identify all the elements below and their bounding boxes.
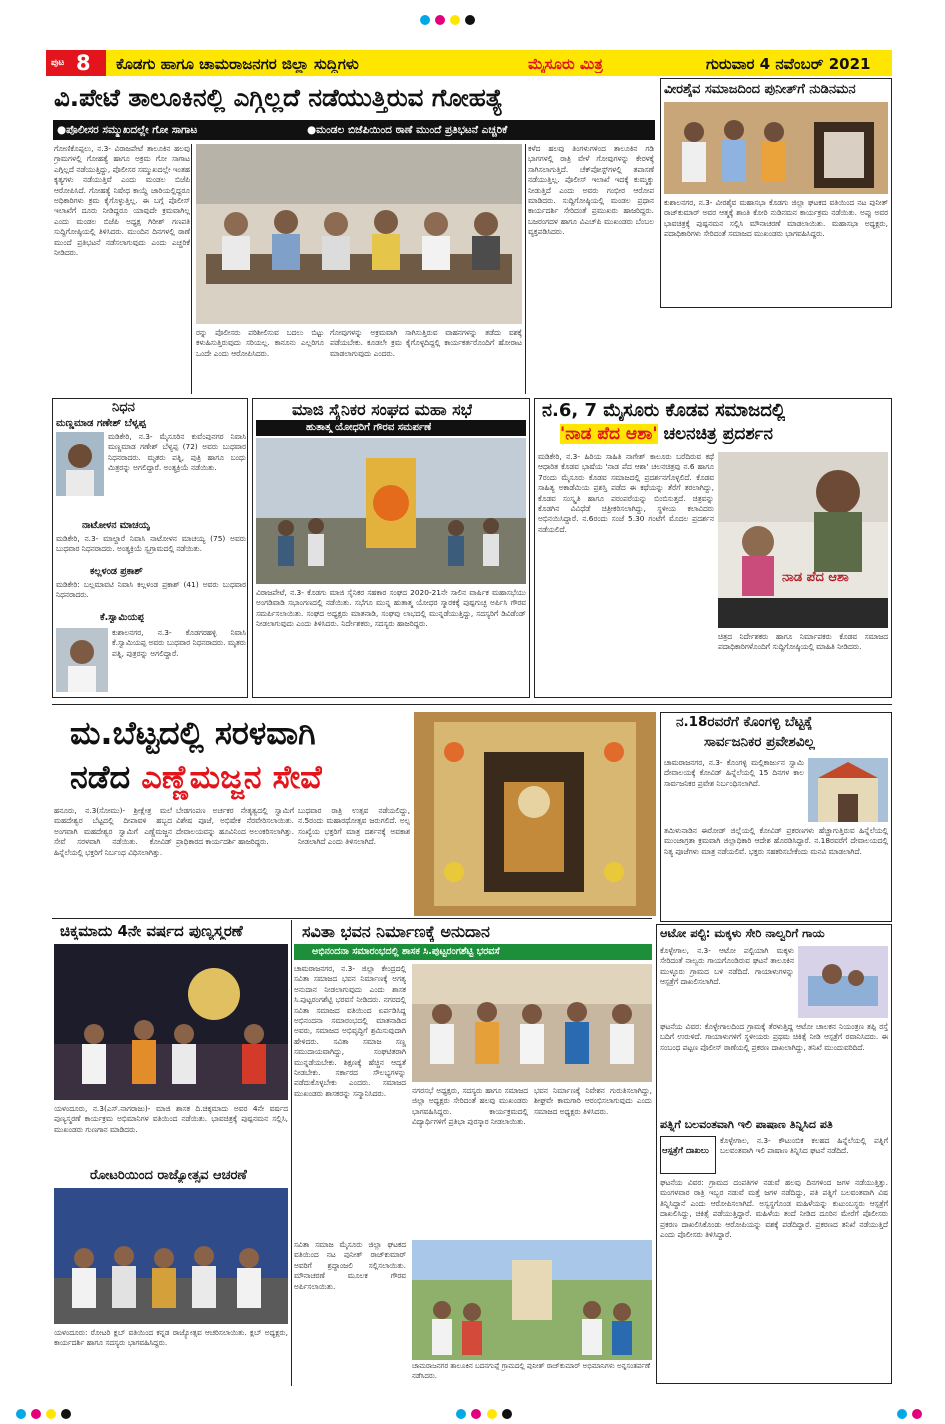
chikkamadu-headline: ಚಿಕ್ಕಮಾದು 4ನೇ ವರ್ಷದ ಪುಣ್ಯಸ್ಮರಣೆ: [60, 922, 243, 940]
oilbath-text-1: ಹನೂರು, ನ.3(ಸೋಮು)- ಶ್ರೀಕ್ಷೇತ್ರ ಮಲೆ ಮಹದೇಶ್ವರ ಬೆಟ್ಟದಲ್ಲಿ ದೀಪಾವಳಿ ಹಬ್ಬದ ಅಂಗವಾಗಿ ಮಹದೇಶ್ವರ ಸ್ವಾಮಿಗೆ ಎಣ್ಣೆಮಜ್ಜನ ಸೇವೆ ಸರಳವಾಗಿ ನಡೆಯಿತು. ಕೋವಿಡ್ ಹಿನ್ನೆಲೆಯಲ್ಲಿ ಭಕ್ತರಿಗೆ ನಿರ್ಬಂಧ ವಿಧಿಸಲಾಗಿತ್ತು.: [54, 806, 172, 857]
movie-poster: [718, 452, 888, 628]
kongalli-headline-2: ಸಾರ್ವಜನಿಕರ ಪ್ರವೇಶವಿಲ್ಲ: [704, 734, 815, 750]
felicitation-photo: [412, 964, 652, 1082]
lead-subhead-left: ●ಪೊಲೀಸರ ಸಮ್ಮುಖದಲ್ಲೇ ಗೋ ಸಾಗಾಟ: [57, 124, 198, 136]
wife-text-2: ಘಟನೆಯ ವಿವರ: ಗ್ರಾಮದ ದಂಪತಿಗಳ ನಡುವೆ ಹಲವು ದಿನಗಳಿಂದ ಜಗಳ ನಡೆಯುತ್ತಿತ್ತು. ಮಂಗಳವಾರ ರಾತ್ರಿ ಇಬ್ಬರ ನಡುವೆ ಮತ್ತೆ ಜಗಳ ನಡೆದಿದ್ದು, ಪತಿ ಪತ್ನಿಗೆ ಬಲವಂತವಾಗಿ ವಿಷ ತಿನ್ನಿಸಿದ್ದಾನೆ ಎಂದು ಆರೋಪಿಸಲಾಗಿದೆ. ಅಸ್ವಸ್ಥಗೊಂಡ ಮಹಿಳೆಯನ್ನು ಕುಟುಂಬಸ್ಥರು ಆಸ್ಪತ್ರೆಗೆ ದಾಖಲಿಸಿದ್ದು, ಚಿಕಿತ್ಸೆ ಪಡೆಯುತ್ತಿದ್ದಾರೆ. ಮಹಿಳೆಯ ತಂದೆ ನೀಡಿದ ದೂರಿನ ಮೇರೆಗೆ ಪೊಲೀಸರು ಪ್ರಕರಣ ದಾಖಲಿಸಿಕೊಂಡು ಆರೋಪಿಯನ್ನು ವಶಕ್ಕೆ ಪಡೆದಿದ್ದಾರೆ. ಪ್ರಕರಣದ ತನಿಖೆ ನಡೆಯುತ್ತಿದೆ ಎಂದು ಪೊಲೀಸರು ತಿಳಿಸಿದ್ದಾರೆ.: [660, 1178, 888, 1240]
page-number-box: [46, 50, 106, 76]
oilbath-headline-2: [70, 754, 322, 800]
auto-photo: [798, 946, 888, 1018]
lead-text-col2: ರನ್ನು ಪೊಲೀಸರು ಪರಿಶೀಲಿಸುವ ಬದಲು ಬಿಟ್ಟು ಕಳುಹಿಸುತ್ತಿರುವುದು ಸರಿಯಲ್ಲ. ಕಾನೂನು ಎಲ್ಲರಿಗೂ ಒಂದೇ ಎಂದು ಆರೋಪಿಸಿದರು.: [196, 328, 324, 358]
temple-idol-photo: [414, 712, 656, 916]
film-title-highlight: 'ನಾಡ ಪೆದ ಆಶಾ': [560, 424, 658, 444]
lead-photo: [196, 144, 522, 324]
chikkamadu-text: ಯಳಂದೂರು, ನ.3(ಎಸ್.ನಾಗರಾಜು)- ಮಾಜಿ ಶಾಸಕ ದಿ.ಚಿಕ್ಕಮಾದು ಅವರ 4ನೇ ವರ್ಷದ ಪುಣ್ಯಸ್ಮರಣೆ ಕಾರ್ಯಕ್ರಮ ಅಭಿಮಾನಿಗಳ ವತಿಯಿಂದ ನಡೆಯಿತು. ಭಾವಚಿತ್ರಕ್ಕೆ ಪುಷ್ಪನಮನ ಸಲ್ಲಿಸಿ, ಮುಖಂಡರು ಗುಣಗಾನ ಮಾಡಿದರು.: [54, 1104, 288, 1134]
wife-headline: ಪತ್ನಿಗೆ ಬಲವಂತವಾಗಿ ಇಲಿ ಪಾಷಾಣ ತಿನ್ನಿಸಿದ ಪತಿ: [660, 1118, 833, 1131]
oilbath-headline-plain: ನಡೆದ: [70, 758, 131, 796]
obituary-name-3: ಕಲ್ಲಳಂಡ ಪ್ರಕಾಶ್: [90, 566, 143, 577]
rotary-headline: ರೋಟರಿಯಿಂದ ರಾಜ್ಯೋತ್ಸವ ಆಚರಣೆ: [90, 1168, 247, 1183]
section-title: ಕೊಡಗು ಹಾಗೂ ಚಾಮರಾಜನಗರ ಜಿಲ್ಲಾ ಸುದ್ದಿಗಳು: [116, 55, 359, 73]
obituary-text-4: ಕುಶಾಲನಗರ, ನ.3- ಕೊಡಗರಹಳ್ಳಿ ನಿವಾಸಿ ಕೆ.ಸ್ವಾಮಿಯಪ್ಪ ಅವರು ಬುಧವಾರ ನಿಧನರಾದರು. ಮೃತರು ಪತ್ನಿ, ಪುತ್ರರನ್ನು ಅಗಲಿದ್ದಾರೆ.: [112, 628, 246, 658]
savitha-text-1: ಚಾಮರಾಜನಗರ, ನ.3- ಜಿಲ್ಲಾ ಕೇಂದ್ರದಲ್ಲಿ ಸವಿತಾ ಸಮಾಜದ ಭವನ ನಿರ್ಮಾಣಕ್ಕೆ ಅಗತ್ಯ ಅನುದಾನ ನೀಡಲಾಗುವುದು ಎಂದು ಶಾಸಕ ಸಿ.ಪುಟ್ಟರಂಗಶೆಟ್ಟಿ ಭರವಸೆ ನೀಡಿದರು. ನಗರದಲ್ಲಿ ಸವಿತಾ ಸಮಾಜದ ವತಿಯಿಂದ ಏರ್ಪಡಿಸಿದ್ದ ಅಭಿನಂದನಾ ಸಮಾರಂಭದಲ್ಲಿ ಮಾತನಾಡಿದ ಅವರು, ಸಮಾಜದ ಅಭಿವೃದ್ಧಿಗೆ ಶ್ರಮಿಸುವುದಾಗಿ ಹೇಳಿದರು. ಸವಿತಾ ಸಮಾಜ ಸಣ್ಣ ಸಮುದಾಯವಾಗಿದ್ದು, ಸಂಘಟಿತರಾಗಿ ಮುನ್ನಡೆಯಬೇಕು. ಶಿಕ್ಷಣಕ್ಕೆ ಹೆಚ್ಚಿನ ಆದ್ಯತೆ ನೀಡಬೇಕು. ಸರ್ಕಾರದ ಸೌಲಭ್ಯಗಳನ್ನು ಪಡೆದುಕೊಳ್ಳಬೇಕು ಎಂದರು. ಸಮಾಜದ ಮುಖಂಡರು ಶಾಸಕರನ್ನು ಸನ್ಮಾನಿಸಿದರು.: [294, 964, 406, 1098]
savitha-text-3: ಭವನ ನಿರ್ಮಾಣಕ್ಕೆ ನಿವೇಶನ ಗುರುತಿಸಲಾಗಿದ್ದು, ಶೀಘ್ರವೇ ಕಾಮಗಾರಿ ಆರಂಭಿಸಲಾಗುವುದು ಎಂದು ಸಮಾಜದ ಅಧ್ಯಕ್ಷರು ತಿಳಿಸಿದರು.: [534, 1086, 652, 1116]
exservice-photo: [256, 438, 526, 584]
obituary-heading: ನಿಧನ: [112, 400, 135, 415]
film-headline-rest: ಚಲನಚಿತ್ರ ಪ್ರದರ್ಶನ: [663, 424, 773, 444]
lead-subhead-right: ●ಮಂಡಲ ಬಿಜೆಪಿಯಿಂದ ಠಾಣೆ ಮುಂದೆ ಪ್ರತಿಭಟನೆ ಎಚ್ಚರಿಕೆ: [307, 124, 508, 136]
chikkamadu-photo: [54, 944, 288, 1100]
rotary-event-photo: [54, 1188, 288, 1324]
kongalli-headline-1: ನ.18ರವರೆಗೆ ಕೊಂಗಳ್ಳಿ ಬೆಟ್ಟಕ್ಕೆ: [676, 714, 813, 730]
oilbath-headline-1: ಮ.ಬೆಟ್ಟದಲ್ಲಿ ಸರಳವಾಗಿ: [70, 714, 316, 752]
film-text-right: ಚಿತ್ರದ ನಿರ್ದೇಶಕರು ಹಾಗೂ ನಿರ್ಮಾಪಕರು ಕೊಡವ ಸಮಾಜದ ಪದಾಧಿಕಾರಿಗಳೊಂದಿಗೆ ಸುದ್ದಿಗೋಷ್ಠಿಯಲ್ಲಿ ಮಾಹಿತಿ ನೀಡಿದರು.: [718, 632, 888, 652]
lead-headline: ವಿ.ಪೇಟೆ ತಾಲೂಕಿನಲ್ಲಿ ಎಗ್ಗಿಲ್ಲದೆ ನಡೆಯುತ್ತಿರುವ ಗೋಹತ್ಯೆ: [54, 83, 504, 112]
obituary-photo-2: [56, 628, 108, 692]
obituary-text-2: ಮಡಿಕೇರಿ, ನ.3- ಮಾಲ್ದಾರೆ ನಿವಾಸಿ ನಾಟೋಳನ ಮಾಚಯ್ಯ (75) ಅವರು ಬುಧವಾರ ನಿಧನರಾದರು. ಅಂತ್ಯಕ್ರಿಯೆ ಸ್ವಗ್ರಾಮದಲ್ಲಿ ನಡೆಯಿತು.: [56, 534, 246, 554]
wife-text-1: ಕೊಳ್ಳೇಗಾಲ, ನ.3- ಕೌಟುಂಬಿಕ ಕಲಹದ ಹಿನ್ನೆಲೆಯಲ್ಲಿ ಪತ್ನಿಗೆ ಬಲವಂತವಾಗಿ ಇಲಿ ಪಾಷಾಣ ತಿನ್ನಿಸಿದ ಘಟನೆ ನಡೆದಿದೆ.: [720, 1136, 888, 1156]
film-text-left: ಮಡಿಕೇರಿ, ನ.3- ಹಿರಿಯ ಸಾಹಿತಿ ನಾಗೇಶ್ ಕಾಲೂರು ಬರೆದಿರುವ ಕಥೆ ಆಧಾರಿತ ಕೊಡವ ಭಾಷೆಯ 'ನಾಡ ಪೆದ ಆಶಾ' ಚಲನಚಿತ್ರವು ನ.6 ಹಾಗೂ 7ರಂದು ಮೈಸೂರು ಕೊಡವ ಸಮಾಜದಲ್ಲಿ ಪ್ರದರ್ಶನಗೊಳ್ಳಲಿದೆ. ಕೊಡವ ಸಾಹಿತ್ಯ ಅಕಾಡೆಮಿಯ ಪ್ರಶಸ್ತಿ ಪಡೆದ ಈ ಕಥೆಯನ್ನು ತೆರೆಗೆ ತರಲಾಗಿದ್ದು, ಕೊಡವ ಸಂಸ್ಕೃತಿ ಹಾಗೂ ಪರಂಪರೆಯನ್ನು ಬಿಂಬಿಸುತ್ತದೆ. ಚಿತ್ರವನ್ನು ಕೊಡಗಿನ ವಿವಿಧೆಡೆ ಚಿತ್ರೀಕರಿಸಲಾಗಿದ್ದು, ಸ್ಥಳೀಯ ಕಲಾವಿದರು ಅಭಿನಯಿಸಿದ್ದಾರೆ. ನ.6ರಂದು ಸಂಜೆ 5.30 ಗಂಟೆಗೆ ಮೊದಲ ಪ್ರದರ್ಶನ ನಡೆಯಲಿದೆ.: [538, 452, 714, 534]
savitha-text-4: ಸವಿತಾ ಸಮಾಜ ಮೈಸೂರು ಜಿಲ್ಲಾ ಘಟಕದ ವತಿಯಿಂದ ನಟ ಪುನೀತ್ ರಾಜ್‌ಕುಮಾರ್ ಅವರಿಗೆ ಶ್ರದ್ಧಾಂಜಲಿ ಸಲ್ಲಿಸಲಾಯಿತು. ಮೌನಾಚರಣೆ ಮೂಲಕ ಗೌರವ ಅರ್ಪಿಸಲಾಯಿತು.: [294, 1240, 406, 1291]
veerashaiva-photo: [664, 102, 888, 194]
exservice-subhead: ಹುತಾತ್ಮ ಯೋಧರಿಗೆ ಗೌರವ ಸಮರ್ಪಣೆ: [306, 422, 432, 433]
kongalli-text-2: ತಮಿಳುನಾಡಿನ ಈರೋಡ್ ಜಿಲ್ಲೆಯಲ್ಲಿ ಕೋವಿಡ್ ಪ್ರಕರಣಗಳು ಹೆಚ್ಚಾಗುತ್ತಿರುವ ಹಿನ್ನೆಲೆಯಲ್ಲಿ ಮುಂಜಾಗ್ರತಾ ಕ್ರಮವಾಗಿ ಜಿಲ್ಲಾಧಿಕಾರಿ ಆದೇಶ ಹೊರಡಿಸಿದ್ದಾರೆ. ನ.18ರವರೆಗೆ ದೇವಾಲಯದಲ್ಲಿ ನಿತ್ಯ ಪೂಜೆಗಳು ಮಾತ್ರ ನಡೆಯಲಿವೆ. ಭಕ್ತರು ಸಹಕರಿಸಬೇಕೆಂದು ಮನವಿ ಮಾಡಲಾಗಿದೆ.: [664, 826, 888, 856]
rotary-text: ಯಳಂದೂರು: ರೋಟರಿ ಕ್ಲಬ್ ವತಿಯಿಂದ ಕನ್ನಡ ರಾಜ್ಯೋತ್ಸವ ಆಚರಿಸಲಾಯಿತು. ಕ್ಲಬ್ ಅಧ್ಯಕ್ಷರು, ಕಾರ್ಯದರ್ಶಿ ಹಾಗೂ ಸದಸ್ಯರು ಭಾಗವಹಿಸಿದ್ದರು.: [54, 1328, 288, 1348]
section-rule-1: [52, 704, 892, 705]
wife-box-text: ಆಸ್ಪತ್ರೆಗೆ ದಾಖಲು: [662, 1146, 709, 1156]
savitha-photo-2: [412, 1240, 652, 1360]
exservice-text: ವಿರಾಜಪೇಟೆ, ನ.3- ಕೊಡಗು ಮಾಜಿ ಸೈನಿಕರ ಸಹಕಾರ ಸಂಘದ 2020-21ನೇ ಸಾಲಿನ ವಾರ್ಷಿಕ ಮಹಾಸಭೆಯು ಅಂಗಡಿವಾಡಿ ಸಭಾಂಗಣದಲ್ಲಿ ನಡೆಯಿತು. ಸಭೆಗೂ ಮುನ್ನ ಹುತಾತ್ಮ ಯೋಧರ ಸ್ಮಾರಕಕ್ಕೆ ಪುಷ್ಪಗುಚ್ಛ ಅರ್ಪಿಸಿ ಗೌರವ ಸಮರ್ಪಿಸಲಾಯಿತು. ಸಂಘದ ಅಧ್ಯಕ್ಷರು ಮಾತನಾಡಿ, ಸಂಘವು ಲಾಭದಲ್ಲಿ ಮುನ್ನಡೆಯುತ್ತಿದ್ದು, ಸದಸ್ಯರಿಗೆ ಡಿವಿಡೆಂಡ್ ನೀಡಲಾಗುವುದು ಎಂದು ತಿಳಿಸಿದರು. ನಿರ್ದೇಶಕರು, ಸದಸ್ಯರು ಹಾಜರಿದ್ದರು.: [256, 588, 526, 629]
column-rule-1: [191, 144, 192, 394]
memorial-event-photo: [54, 944, 288, 1100]
obituary-name-1: ಮಣ್ಣಮಾಡ ಗಣೇಶ್ ಬೆಳ್ಯಪ್ಪ: [56, 418, 146, 429]
savitha-caption: ಚಾಮರಾಜನಗರ ತಾಲೂಕಿನ ಬದನಗುಪ್ಪೆ ಗ್ರಾಮದಲ್ಲಿ ಪುನೀತ್ ರಾಜ್‌ಕುಮಾರ್ ಅಭಿಮಾನಿಗಳು ಅನ್ನಸಂತರ್ಪಣೆ ನಡೆಸಿದರು.: [412, 1362, 651, 1380]
poster-title: ನಾಡ ಪೆದ ಆಶಾ: [782, 570, 849, 585]
tribute-photo: [664, 102, 888, 194]
oilbath-text-3: ಬುಧವಾರ ರಾತ್ರಿ ಉತ್ಸವ ನಡೆಯಲಿದ್ದು, ನ.5ರಂದು ಮಹಾರಥೋತ್ಸವ ಜರುಗಲಿದೆ. ಅಲ್ಪ ಸಂಖ್ಯೆಯ ಭಕ್ತರಿಗೆ ಮಾತ್ರ ದರ್ಶನಕ್ಕೆ ಅವಕಾಶ ನೀಡಲಾಗಿದೆ ಎಂದು ತಿಳಿಸಲಾಗಿದೆ.: [298, 806, 410, 847]
page-label: ಪುಟ: [51, 58, 65, 68]
savitha-subhead: ಅಭಿನಂದನಾ ಸಮಾರಂಭದಲ್ಲಿ ಶಾಸಕ ಸಿ.ಪುಟ್ಟರಂಗಶೆಟ್ಟಿ ಭರವಸೆ: [312, 946, 500, 957]
obituary-text-1: ಮಡಿಕೇರಿ, ನ.3- ಮೈಸೂರಿನ ಕುವೆಂಪುನಗರ ನಿವಾಸಿ ಮಣ್ಣಮಾಡ ಗಣೇಶ್ ಬೆಳ್ಯಪ್ಪ (72) ಅವರು ಬುಧವಾರ ನಿಧನರಾದರು. ಮೃತರು ಪತ್ನಿ, ಪುತ್ರಿ ಹಾಗೂ ಬಂಧು ಮಿತ್ರರನ್ನು ಅಗಲಿದ್ದಾರೆ. ಅಂತ್ಯಕ್ರಿಯೆ ನಡೆಯಿತು.: [108, 432, 246, 473]
obituary-text-3: ಮಡಿಕೇರಿ: ಬಲ್ಲಮಾವಟಿ ನಿವಾಸಿ ಕಲ್ಲಳಂಡ ಪ್ರಕಾಶ್ (41) ಅವರು ಬುಧವಾರ ನಿಧನರಾದರು.: [56, 580, 246, 600]
savitha-text-2: ನಗರಸಭೆ ಅಧ್ಯಕ್ಷರು, ಸದಸ್ಯರು ಹಾಗೂ ಸಮಾಜದ ಜಿಲ್ಲಾ ಅಧ್ಯಕ್ಷರು ಸೇರಿದಂತೆ ಹಲವು ಮುಖಂಡರು ಭಾಗವಹಿಸಿದ್ದರು. ಕಾರ್ಯಕ್ರಮದಲ್ಲಿ ವಿದ್ಯಾರ್ಥಿಗಳಿಗೆ ಪ್ರತಿಭಾ ಪುರಸ್ಕಾರ ನೀಡಲಾಯಿತು.: [412, 1086, 528, 1127]
veerashaiva-text: ಕುಶಾಲನಗರ, ನ.3- ವೀರಶೈವ ಮಹಾಸಭಾ ಕೊಡಗು ಜಿಲ್ಲಾ ಘಟಕದ ವತಿಯಿಂದ ನಟ ಪುನೀತ್ ರಾಜ್‌ಕುಮಾರ್ ಅವರ ಆತ್ಮಕ್ಕೆ ಶಾಂತಿ ಕೋರಿ ನುಡಿನಮನ ಕಾರ್ಯಕ್ರಮ ನಡೆಯಿತು. ಅಪ್ಪು ಅವರ ಭಾವಚಿತ್ರಕ್ಕೆ ಪುಷ್ಪನಮನ ಸಲ್ಲಿಸಿ ಮೌನಾಚರಣೆ ಮಾಡಲಾಯಿತು. ಮಹಾಸಭಾ ಅಧ್ಯಕ್ಷರು, ಪದಾಧಿಕಾರಿಗಳು ಸೇರಿದಂತೆ ಸಮಾಜದ ಮುಖಂಡರು ಭಾಗವಹಿಸಿದ್ದರು.: [664, 198, 888, 239]
tribute-gathering-photo: [412, 1240, 652, 1360]
film-poster: [718, 452, 888, 628]
exservice-headline: ಮಾಜಿ ಸೈನಿಕರ ಸಂಘದ ಮಹಾ ಸಭೆ: [292, 400, 473, 419]
section-rule-2: [52, 918, 652, 919]
oilbath-headline-red: ಎಣ್ಣೆಮಜ್ಜನ ಸೇವೆ: [141, 758, 322, 796]
film-headline-1: ನ.6, 7 ಮೈಸೂರು ಕೊಡವ ಸಮಾಜದಲ್ಲಿ: [542, 400, 786, 421]
column-rule-2: [525, 144, 526, 394]
kongalli-photo: [808, 758, 888, 822]
lead-text-col4: ಕಳೆದ ಹಲವು ತಿಂಗಳುಗಳಿಂದ ತಾಲೂಕಿನ ಗಡಿ ಭಾಗಗಳಲ್ಲಿ ರಾತ್ರಿ ವೇಳೆ ಗೋವುಗಳನ್ನು ಕೇರಳಕ್ಕೆ ಸಾಗಿಸಲಾಗುತ್ತಿದೆ. ಚೆಕ್‌ಪೋಸ್ಟ್‌ಗಳಲ್ಲಿ ತಪಾಸಣೆ ನಡೆಯುತ್ತಿಲ್ಲ. ಪೊಲೀಸ್ ಇಲಾಖೆ ಇದಕ್ಕೆ ಕುಮ್ಮಕ್ಕು ನೀಡುತ್ತಿದೆ ಎಂದು ಅವರು ಗಂಭೀರ ಆರೋಪ ಮಾಡಿದರು. ಸುದ್ದಿಗೋಷ್ಠಿಯಲ್ಲಿ ಮಂಡಲ ಪ್ರಧಾನ ಕಾರ್ಯದರ್ಶಿ ಸೇರಿದಂತೆ ಪ್ರಮುಖರು ಹಾಜರಿದ್ದರು. ಬಜರಂಗದಳ ಹಾಗೂ ವಿಎಚ್‌ಪಿ ಮುಖಂಡರು ಬೆಂಬಲ ವ್ಯಕ್ತಪಡಿಸಿದರು.: [528, 144, 654, 237]
auto-text-2: ಘಟನೆಯ ವಿವರ: ಕೊಳ್ಳೇಗಾಲದಿಂದ ಗ್ರಾಮಕ್ಕೆ ತೆರಳುತ್ತಿದ್ದ ಆಟೋ ಚಾಲಕನ ನಿಯಂತ್ರಣ ತಪ್ಪಿ ರಸ್ತೆ ಬದಿಗೆ ಉರುಳಿದೆ. ಗಾಯಾಳುಗಳಿಗೆ ಸ್ಥಳೀಯರು ಪ್ರಥಮ ಚಿಕಿತ್ಸೆ ನೀಡಿ ಆಸ್ಪತ್ರೆಗೆ ರವಾನಿಸಿದರು. ಈ ಸಂಬಂಧ ಪಟ್ಟಣ ಪೊಲೀಸ್ ಠಾಣೆಯಲ್ಲಿ ಪ್ರಕರಣ ದಾಖಲಾಗಿದ್ದು, ತನಿಖೆ ಮುಂದುವರಿದಿದೆ.: [660, 1022, 888, 1052]
rotary-photo: [54, 1188, 288, 1324]
auto-headline: ಆಟೋ ಪಲ್ಟಿ: ಮಕ್ಕಳು ಸೇರಿ ನಾಲ್ವರಿಗೆ ಗಾಯ: [660, 926, 825, 940]
lead-text-col3: ಗೋವುಗಳನ್ನು ಅಕ್ರಮವಾಗಿ ಸಾಗಿಸುತ್ತಿರುವ ವಾಹನಗಳನ್ನು ತಡೆದು ವಶಕ್ಕೆ ಪಡೆಯಬೇಕು. ಕೂಡಲೇ ಕ್ರಮ ಕೈಗೊಳ್ಳದಿದ್ದಲ್ಲಿ ಕಾರ್ಯಕರ್ತರೊಂದಿಗೆ ಹೋರಾಟ ಮಾಡಲಾಗುವುದು ಎಂದರು.: [330, 328, 522, 358]
registration-marks-top: [420, 10, 510, 22]
kongalli-text-1: ಚಾಮರಾಜನಗರ, ನ.3- ಕೊಂಗಳ್ಳಿ ಮಲ್ಲಿಕಾರ್ಜುನ ಸ್ವಾಮಿ ದೇವಾಲಯಕ್ಕೆ ಕೋವಿಡ್ ಹಿನ್ನೆಲೆಯಲ್ಲಿ 15 ದಿನಗಳ ಕಾಲ ಸಾರ್ವಜನಿಕರ ಪ್ರವೇಶ ನಿರ್ಬಂಧಿಸಲಾಗಿದೆ.: [664, 758, 804, 788]
obituary-photo-1: [56, 432, 104, 496]
lead-text-col1: ಗೋಣಿಕೊಪ್ಪಲು, ನ.3- ವಿರಾಜಪೇಟೆ ತಾಲೂಕಿನ ಹಲವು ಗ್ರಾಮಗಳಲ್ಲಿ ಗೋಹತ್ಯೆ ಹಾಗೂ ಅಕ್ರಮ ಗೋ ಸಾಗಾಟ ಎಗ್ಗಿಲ್ಲದೆ ನಡೆಯುತ್ತಿದ್ದು, ಪೊಲೀಸರ ಸಮ್ಮುಖದಲ್ಲೇ ಇಂತಹ ಕೃತ್ಯಗಳು ನಡೆಯುತ್ತಿವೆ ಎಂದು ಮಂಡಲ ಬಿಜೆಪಿ ಆರೋಪಿಸಿದೆ. ಗೋಹತ್ಯೆ ನಿಷೇಧ ಕಾಯ್ದೆ ಜಾರಿಯಲ್ಲಿದ್ದರೂ ಅಧಿಕಾರಿಗಳು ಕ್ರಮ ಕೈಗೊಳ್ಳುತ್ತಿಲ್ಲ. ಈ ಬಗ್ಗೆ ಪೊಲೀಸ್ ಇಲಾಖೆಗೆ ದೂರು ನೀಡಿದ್ದರೂ ಯಾವುದೇ ಕ್ರಮವಾಗಿಲ್ಲ ಎಂದು ಮಂಡಲ ಬಿಜೆಪಿ ಅಧ್ಯಕ್ಷ ಗಿರೀಶ್ ಗಣಪತಿ ಸುದ್ದಿಗೋಷ್ಠಿಯಲ್ಲಿ ತಿಳಿಸಿದರು. ಮುಂದಿನ ದಿನಗಳಲ್ಲಿ ಠಾಣೆ ಮುಂದೆ ಪ್ರತಿಭಟನೆ ನಡೆಸಲಾಗುವುದು ಎಂದು ಎಚ್ಚರಿಕೆ ನೀಡಿದರು.: [54, 144, 190, 258]
column-rule-3: [291, 920, 292, 1386]
press-meet-photo: [196, 144, 522, 324]
paper-name: ಮೈಸೂರು ಮಿತ್ರ: [528, 55, 603, 73]
obituary-name-4: ಕೆ.ಸ್ವಾಮಿಯಪ್ಪ: [100, 612, 145, 623]
oilbath-text-2: ಬೇಡಗಂಪಣ ಅರ್ಚಕರ ನೇತೃತ್ವದಲ್ಲಿ ಸ್ವಾಮಿಗೆ ವಿಶೇಷ ಪೂಜೆ, ಅಭಿಷೇಕ ನೆರವೇರಿಸಲಾಯಿತು. ದೇವಾಲಯವನ್ನು ಹೂವಿನಿಂದ ಅಲಂಕರಿಸಲಾಗಿತ್ತು. ಪ್ರಾಧಿಕಾರದ ಕಾರ್ಯದರ್ಶಿ ಹಾಜರಿದ್ದರು.: [176, 806, 294, 847]
veerashaiva-headline: ವೀರಶೈವ ಸಮಾಜದಿಂದ ಪುನೀತ್‌ಗೆ ನುಡಿನಮನ: [664, 82, 856, 97]
obituary-name-2: ನಾಟೋಳನ ಮಾಚಯ್ಯ: [82, 520, 151, 531]
oilbath-photo: [414, 712, 656, 916]
memorial-photo: [256, 438, 526, 584]
savitha-photo-1: [412, 964, 652, 1082]
film-headline-2: [560, 424, 890, 444]
savitha-headline: ಸವಿತಾ ಭವನ ನಿರ್ಮಾಣಕ್ಕೆ ಅನುದಾನ: [302, 922, 490, 941]
registration-marks-bottom: [16, 1404, 926, 1416]
issue-date: ಗುರುವಾರ 4 ನವೆಂಬರ್ 2021: [706, 55, 871, 73]
auto-text-1: ಕೊಳ್ಳೇಗಾಲ, ನ.3- ಆಟೋ ಪಲ್ಟಿಯಾಗಿ ಮಕ್ಕಳು ಸೇರಿದಂತೆ ನಾಲ್ವರು ಗಾಯಗೊಂಡಿರುವ ಘಟನೆ ತಾಲೂಕಿನ ಮುಳ್ಳೂರು ಗ್ರಾಮದ ಬಳಿ ನಡೆದಿದೆ. ಗಾಯಾಳುಗಳನ್ನು ಆಸ್ಪತ್ರೆಗೆ ದಾಖಲಿಸಲಾಗಿದೆ.: [660, 946, 794, 987]
page-number: 8: [76, 51, 91, 75]
